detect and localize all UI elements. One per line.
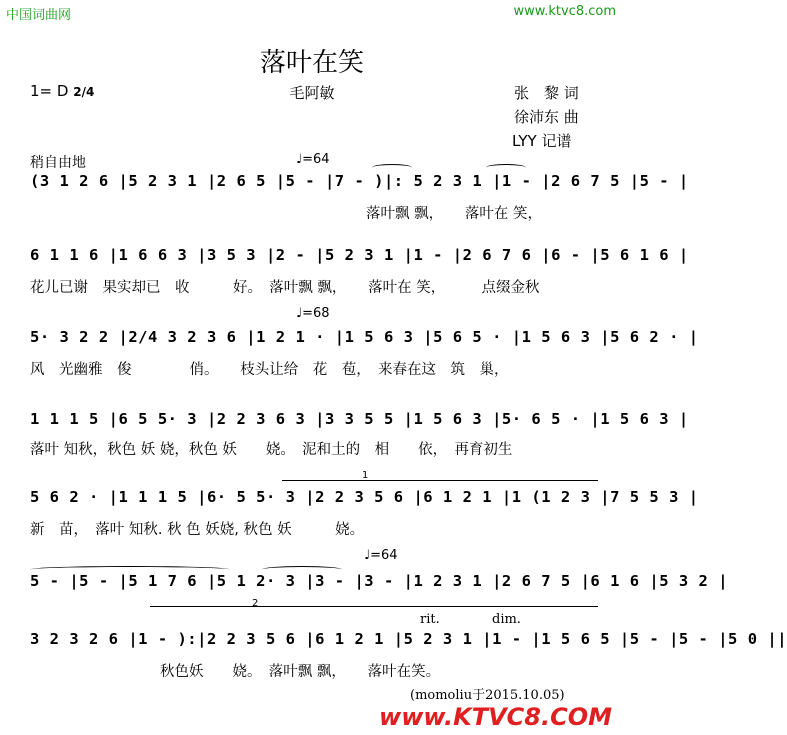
key-text: 1= D (30, 82, 69, 100)
site-logo-left[interactable]: 中国词曲网 (6, 8, 72, 23)
singer: 毛阿敏 (289, 84, 335, 102)
composer-credit: 徐沛东 曲 (514, 108, 579, 126)
score-row-7-notes: 3 2 3 2 6 |1 - ):|2 2 3 5 6 |6 1 2 1 |5 2 3 1 |1 - |1 5 6 5 |5 - |5 - |5 0 || (30, 630, 787, 648)
score-row-4-lyrics: 落叶 知秋，秋色 妖 娆，秋色 妖 娆。 泥和土的 相 依， 再育初生 (30, 442, 513, 458)
score-row-6-notes: 5 - |5 - |5 1 7 6 |5 1 2· 3 |3 - |3 - |1 2 3 1 |2 6 7 5 |6 1 6 |5 3 2 | (30, 572, 729, 590)
tempo-free: 稍自由地 (30, 155, 86, 171)
score-row-2-notes: 6 1 1 6 |1 6 6 3 |3 5 3 |2 - |5 2 3 1 |1 - |2 6 7 6 |6 - |5 6 1 6 | (30, 246, 689, 264)
transcriber-signature: (momoliu于2015.10.05) (410, 688, 565, 703)
time-signature: 2/4 (73, 85, 95, 99)
slur (486, 164, 526, 171)
volta-2-bracket (150, 606, 598, 607)
watermark-logo[interactable]: www.KTVC8.COM (379, 703, 612, 731)
song-title: 落叶在笑 (259, 48, 364, 78)
lyricist-credit: 张 黎 词 (514, 84, 579, 102)
volta-1-bracket (282, 480, 598, 481)
score-row-5-lyrics: 新 苗， 落叶 知秋. 秋 色 妖娆, 秋色 妖 娆。 (30, 522, 365, 538)
tempo-mark-2: ♩=68 (296, 306, 330, 321)
rit-marking: rit. (420, 612, 440, 627)
score-row-2-lyrics: 花儿已谢 果实却已 收 好。 落叶飘 飘， 落叶在 笑， 点缀金秋 (30, 280, 540, 296)
volta-1-label: 1 (362, 470, 369, 481)
tempo-mark-1: ♩=64 (296, 152, 330, 167)
slur (372, 164, 412, 171)
site-logo-right[interactable]: www.ktvc8.com (513, 4, 616, 19)
score-row-4-notes: 1 1 1 5 |6 5 5· 3 |2 2 3 6 3 |3 3 5 5 |1 5 6 3 |5· 6 5 · |1 5 6 3 | (30, 410, 689, 428)
score-row-3-lyrics: 风 光幽雅 俊 俏。 枝头让给 花 苞， 来春在这 筑 巢， (30, 362, 509, 378)
score-row-1-lyrics: 落叶飘 飘， 落叶在 笑， (366, 206, 542, 222)
score-row-1-notes: (3 1 2 6 |5 2 3 1 |2 6 5 |5 - |7 - )|: 5 2 3 1 |1 - |2 6 7 5 |5 - | (30, 172, 689, 190)
volta-2-label: 2 (252, 598, 259, 609)
tempo-mark-3: ♩=64 (364, 548, 398, 563)
score-row-7-lyrics: 秋色妖 娆。 落叶飘 飘， 落叶在笑。 (160, 664, 441, 680)
key-signature (30, 82, 94, 100)
score-row-5-notes: 5 6 2 · |1 1 1 5 |6· 5 5· 3 |2 2 3 5 6 |6 1 2 1 |1 (1 2 3 |7 5 5 3 | (30, 488, 699, 506)
dim-marking: dim. (492, 612, 521, 627)
score-row-3-notes: 5· 3 2 2 |2/4 3 2 3 6 |1 2 1 · |1 5 6 3 |5 6 5 · |1 5 6 3 |5 6 2 · | (30, 328, 699, 346)
transcriber-credit: LYY 记谱 (512, 132, 572, 150)
